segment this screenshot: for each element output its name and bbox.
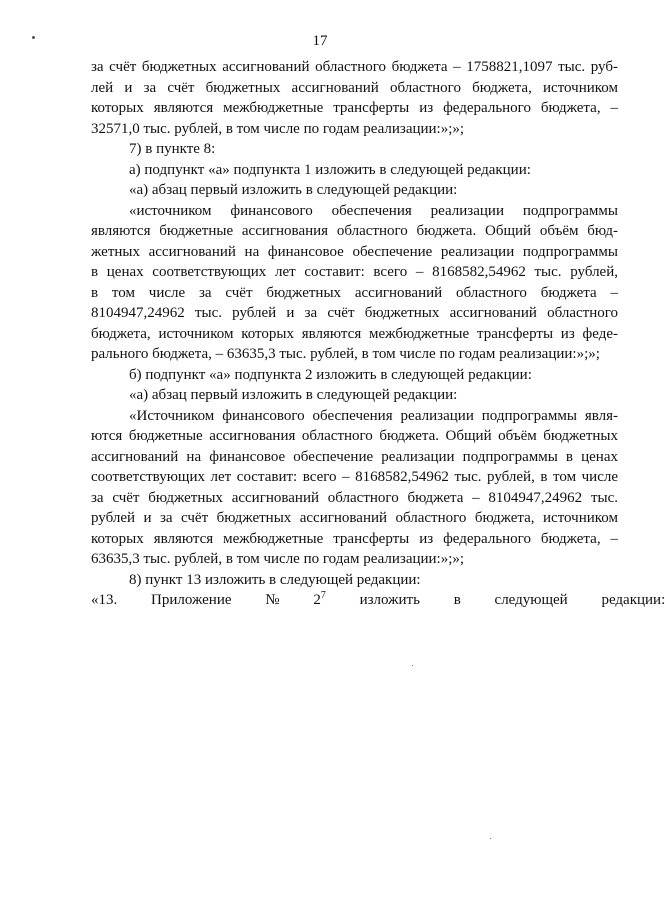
text-line: ассигнований на финансовое обеспечение реализации подпрограммы в ценах [91, 448, 618, 465]
text-line: рального бюджета, – 63635,3 тыс. рублей, в том числе по годам реализации:»;»; [91, 346, 600, 362]
text-line: 8) пункт 13 изложить в следующей редакции: [129, 571, 421, 588]
text-line: 32571,0 тыс. рублей, в том числе по годам реализации:»;»; [91, 120, 465, 137]
final-word: Приложение [151, 592, 232, 608]
final-word: в [453, 592, 461, 608]
text-line: лей и за счёт бюджетных ассигнований областного бюджета, источником [91, 79, 618, 96]
final-line [91, 590, 665, 611]
text-line: «а) абзац первый изложить в следующей редакции: [129, 182, 458, 198]
text-line: «Источником финансового обеспечения реализации подпрограммы явля- [129, 407, 618, 424]
text-line: которых являются межбюджетные трансферты из федерального бюджета, – [91, 100, 618, 116]
final-word-with-superscript: $2^7$ [313, 590, 326, 608]
text-line: в ценах соответствующих лет составит: всего – 8168582,54962 тыс. рублей, [91, 264, 618, 280]
text-line: а) подпункт «а» подпункта 1 изложить в следующей редакции: [129, 161, 531, 178]
text-line: ются бюджетные ассигнования областного бюджета. Общий объём бюджетных [91, 428, 618, 444]
text-line: 8104947,24962 тыс. рублей и за счёт бюджетных ассигнований областного [91, 305, 618, 321]
text-line: являются бюджетные ассигнования областного бюджета. Общий объём бюд- [91, 223, 618, 239]
text-line: за счёт бюджетных ассигнований областного бюджета – 1758821,1097 тыс. руб- [91, 59, 618, 75]
final-word: изложить [359, 592, 420, 608]
final-word: «13. [91, 592, 118, 608]
text-line: б) подпункт «а» подпункта 2 изложить в следующей редакции: [129, 366, 532, 383]
text-line: 63635,3 тыс. рублей, в том числе по годам реализации:»;»; [91, 551, 465, 567]
text-line: жетных ассигнований на финансовое обеспечение реализации подпрограммы [91, 243, 618, 260]
text-line: «а) абзац первый изложить в следующей редакции: [129, 387, 458, 403]
text-line: за счёт бюджетных ассигнований областного бюджета – 8104947,24962 тыс. [91, 489, 618, 506]
scan-speck [412, 665, 413, 666]
paragraph-lines [91, 57, 618, 590]
page-number: 17 [312, 33, 328, 49]
final-word: № [265, 592, 280, 608]
text-line: соответствующих лет составит: всего – 8168582,54962 тыс. рублей, в том числе [91, 469, 618, 485]
final-word: следующей [494, 592, 568, 608]
scan-speck [490, 838, 491, 839]
text-line: которых являются межбюджетные трансферты из федерального бюджета, – [91, 530, 618, 547]
text-line: рублей и за счёт бюджетных ассигнований областного бюджета, источником [91, 510, 618, 526]
final-word: редакции: [601, 592, 665, 608]
superscript: 7 [320, 590, 326, 601]
text-line: в том числе за счёт бюджетных ассигнований областного бюджета – [91, 284, 618, 301]
scan-speck [32, 36, 35, 39]
document-body [91, 57, 665, 611]
text-line: 7) в пункте 8: [129, 141, 216, 157]
text-line: бюджета, источником которых являются межбюджетные трансферты из феде- [91, 325, 618, 342]
text-line: «источником финансового обеспечения реализации подпрограммы [129, 202, 618, 219]
